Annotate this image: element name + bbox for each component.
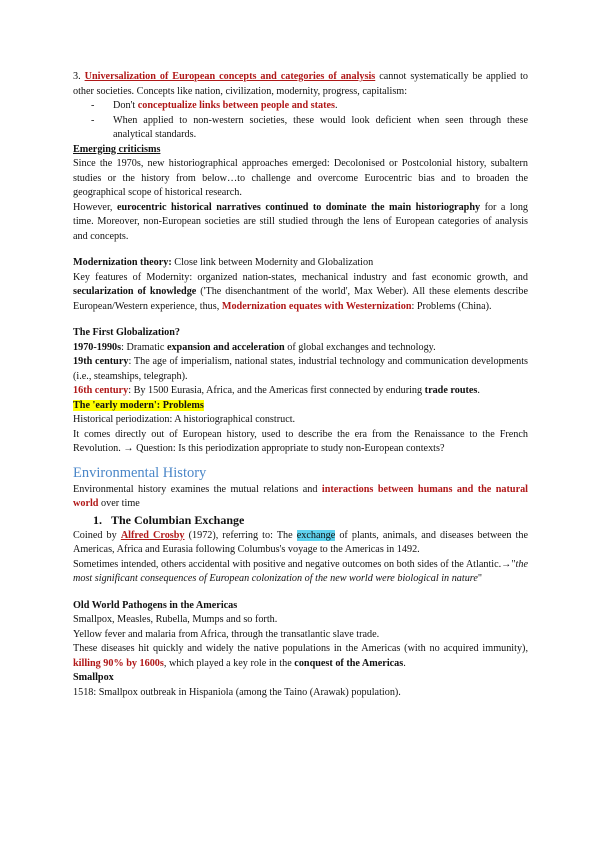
paragraph-text: . — [403, 657, 406, 669]
paragraph-text: Key features of Modernity: organized nation-states, mechanical industry and fast economic growth, and — [73, 271, 528, 283]
paragraph-text: However, — [73, 201, 117, 213]
paragraph-text: These diseases hit quickly and widely the native populations in the Americas (with no acquired immunity), — [73, 643, 528, 654]
bullet-text: Don't — [113, 100, 138, 111]
period-label: 1970-1990s — [73, 341, 122, 353]
heading-modernization-theory — [73, 256, 528, 271]
paragraph-text: Environmental history examines the mutual relations and — [73, 483, 322, 495]
highlighted-word: exchange — [296, 529, 336, 541]
emphasis-bold: conquest of the Americas — [294, 657, 404, 669]
paragraph-text: : Dramatic — [121, 341, 167, 353]
bullet-item-2 — [73, 114, 528, 143]
paragraph-env-intro — [73, 483, 528, 512]
list-number: 3. — [73, 71, 85, 82]
paragraph-consequences — [73, 558, 528, 587]
paragraph-crosby — [73, 529, 528, 558]
emphasis-bold: trade routes — [424, 385, 478, 396]
paragraph-text: : The age of imperialism, national states, industrial technology and communication developments (i.e., steamships, telegraph). — [73, 356, 528, 382]
line-1518-outbreak: 1518: Smallpox outbreak in Hispaniola (among the Taino (Arawak) population). — [73, 686, 401, 698]
subheading-text: The Columbian Exchange — [111, 512, 245, 527]
heading-old-world-pathogens — [73, 599, 528, 614]
paragraph-text: cannot systematically be applied to other societies. Concepts like nation, civilization, modernity, progress, capitalism: — [73, 71, 528, 97]
heading-smallpox — [73, 671, 528, 686]
emphasis-red: killing 90% by 1600s — [73, 657, 164, 669]
highlighted-heading: The 'early modern': Problems — [73, 399, 204, 411]
paragraph-text: over time — [98, 498, 140, 509]
period-label: 16th century — [73, 385, 129, 396]
paragraph-universalization — [73, 70, 528, 99]
emphasis-red: Modernization equates with Westernization — [221, 300, 412, 312]
paragraph-text: : Problems (China). — [411, 300, 492, 312]
paragraph-text: (1972), referring to: The — [184, 529, 297, 541]
paragraph-native-populations — [73, 642, 528, 671]
bullet-text: When applied to non-western societies, these would look deficient when seen through these analytical standards. — [113, 114, 528, 140]
line-periodization: Historical periodization: A historiographical construct. — [73, 414, 296, 425]
emphasis-red: conceptualize links between people and states — [137, 100, 336, 111]
line-19th-century — [73, 355, 528, 384]
line-diseases: Smallpox, Measles, Rubella, Mumps and so forth. — [73, 614, 278, 625]
line-european-history: It comes directly out of European history, used to describe the era from the Renaissance to the French Revolution. → Question: Is this periodization appropriate to study non-European contexts? — [73, 428, 528, 454]
paragraph-text: , which played a key role in the — [163, 657, 295, 669]
italic-quote: the most significant consequences of European colonization of the new world were biological in nature — [73, 558, 528, 584]
paragraph-modernity — [73, 271, 528, 315]
line-1970-1990s — [73, 341, 528, 356]
emphasis-red: Alfred Crosby — [120, 529, 185, 541]
paragraph-emerging-2 — [73, 201, 528, 245]
heading-early-modern — [73, 399, 528, 414]
paragraph-text: Sometimes intended, others accidental with positive and negative outcomes on both sides of the Atlantic.→" — [73, 558, 516, 570]
emphasis-red: interactions between humans and the natural world — [73, 483, 529, 509]
paragraph-text: of plants, animals, and diseases between the Americas, Africa and Eurasia following Columbus's voyage to the Americas in 1492. — [73, 529, 528, 555]
section-title-environmental-history: Environmental History — [73, 464, 207, 481]
heading-emerging-criticisms — [73, 143, 528, 158]
paragraph-text: for a long time. Moreover, non-European societies are still studied through the lens of European categories of analysis and concepts. — [73, 201, 529, 242]
paragraph-emerging-1: Since the 1970s, new historiographical approaches emerged: Decolonised or Postcolonial history, subaltern studies or the history from below…to challenge and overcome Eurocentric bias and to broaden the geographical scope of historical research. — [73, 158, 528, 198]
heading-first-globalization — [73, 326, 528, 341]
period-label: 19th century — [73, 356, 129, 367]
paragraph-text: . — [477, 385, 480, 396]
bullet-dash: - — [91, 100, 95, 111]
line-yellow-fever: Yellow fever and malaria from Africa, through the transatlantic slave trade. — [73, 628, 380, 640]
heading-rest: Close link between Modernity and Globalization — [171, 257, 374, 268]
paragraph-text: of global exchanges and technology. — [284, 341, 436, 353]
bullet-text: . — [335, 100, 338, 111]
subheading-number: 1. — [93, 512, 102, 527]
bullet-item-1 — [73, 99, 528, 114]
emphasis-bold: expansion and acceleration — [166, 341, 285, 353]
heading-text: The First Globalization? — [73, 327, 180, 338]
paragraph-text: " — [477, 573, 483, 584]
emphasis-bold: secularization of knowledge — [73, 286, 197, 297]
heading-text: Emerging criticisms — [73, 143, 161, 155]
bullet-dash: - — [91, 114, 95, 126]
heading-text: Modernization theory: — [73, 257, 172, 268]
document-page — [73, 70, 528, 700]
universalization-term: Universalization of European concepts and categories of analysis — [84, 71, 376, 82]
paragraph-text: Coined by — [73, 529, 121, 541]
paragraph-text: ('The disenchantment of the world', Max Weber). All these elements describe European/Western experience, thus, — [73, 286, 528, 312]
heading-text: Old World Pathogens in the Americas — [73, 599, 238, 611]
heading-text: Smallpox — [73, 672, 114, 683]
subheading-columbian-exchange — [73, 512, 528, 529]
paragraph-text: : By 1500 Eurasia, Africa, and the Americas first connected by enduring — [128, 385, 425, 396]
line-16th-century — [73, 384, 528, 399]
emphasis-bold: eurocentric historical narratives continued to dominate the main historiography — [116, 201, 481, 213]
